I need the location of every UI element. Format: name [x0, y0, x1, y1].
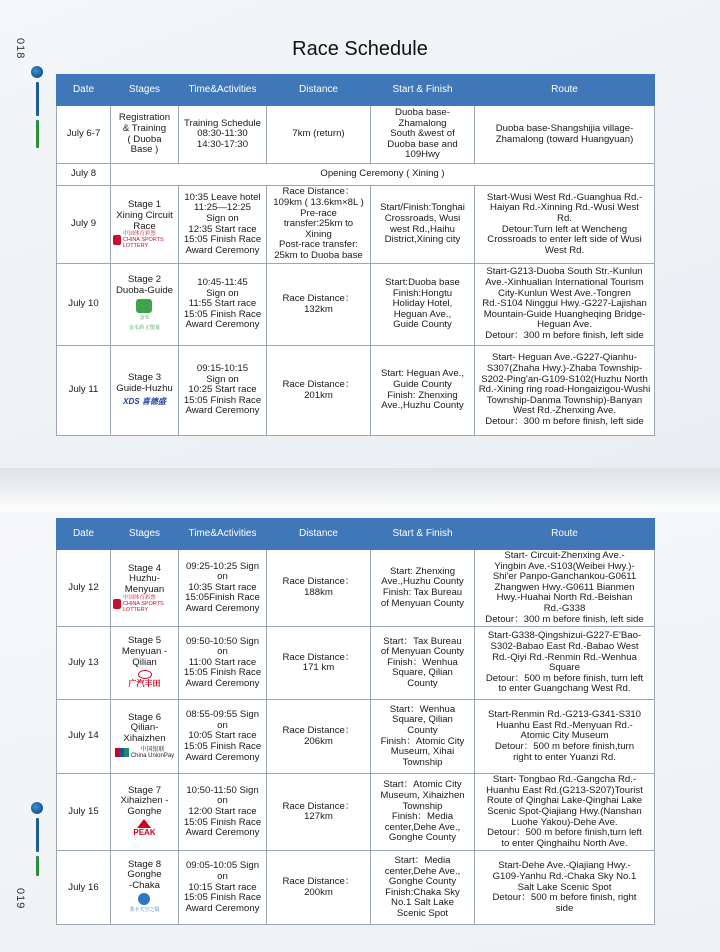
logo-wordmark-green — [36, 120, 39, 148]
route-cell: Start-G338-Qingshizui-G227-E'Bao- S302-Babao East Rd.-Babao West Rd.-Qiyi Rd.-Renmin Rd.-Wenhua Square Detour：500 m before finish, turn left to enter Guangchang West Rd. — [475, 627, 655, 700]
time-cell: 09:50-10:50 Sign on 11:00 Start race 15:05 Finish Race Award Ceremony — [179, 627, 267, 700]
page-title: Race Schedule — [292, 38, 428, 60]
header-route: Route — [475, 519, 655, 550]
start-finish-cell: Start：Atomic City Museum, Xihaizhen Township Finish：Media center,Dehe Ave., Gonghe County — [371, 774, 475, 851]
time-cell: 10:35 Leave hotel 11:25—12:25 Sign on 12:35 Start race 15:05 Finish Race Award Ceremony — [179, 186, 267, 264]
table-row — [57, 264, 655, 346]
xds-logo — [123, 396, 166, 408]
stage-name: Stage 8 Gonghe -Chaka — [127, 858, 162, 891]
table-row — [57, 627, 655, 700]
sponsor-name: 广汽丰田 — [128, 679, 161, 689]
left-margin-bottom — [0, 512, 50, 952]
stage-name: Stage 2 Duoba-Guide — [115, 274, 174, 296]
gac-toyota-logo — [129, 670, 161, 690]
schedule-table-top — [56, 74, 655, 436]
route-cell: Start- Heguan Ave.-G227-Qianhu- S307(Zhaha Hwy.)-Zhaba Township- S202-Ping'an-G109-S102(Huzhu North Rd.-Xining ring road-Hongaizigou-Wushi Township-Danma Township)-Banyan West Rd.-Zhenxing Ave. Detour：300 m before finish, left side — [475, 346, 655, 436]
distance-cell: Race Distance： 171 km — [267, 627, 371, 700]
stage-cell — [111, 627, 179, 700]
stage-name: Stage 5 Menyuan - Qilian — [121, 635, 168, 668]
time-cell: 10:50-11:50 Sign on 12:00 Start race 15:05 Finish Race Award Ceremony — [179, 774, 267, 851]
start-finish-cell: Duoba base- Zhamalong South &west of Duoba base and 109Hwy — [371, 106, 475, 164]
table-row — [57, 164, 655, 186]
route-cell: Start-Dehe Ave.-Qiajiang Hwy.- G109-Yanhu Rd.-Chaka Sky No.1 Salt Lake Scenic Spot Detour：500 m before finish, right side — [475, 851, 655, 925]
sponsor-name: 茶卡天空之镜 — [129, 907, 160, 914]
distance-cell: Race Distance： 127km — [267, 774, 371, 851]
table-row — [57, 346, 655, 436]
time-cell: 09:05-10:05 Sign on 10:15 Start race 15:05 Finish Race Award Ceremony — [179, 851, 267, 925]
page-gutter — [0, 468, 720, 512]
header-stages: Stages — [111, 519, 179, 550]
tour-emblem-icon — [31, 66, 43, 78]
logo-wordmark-green — [36, 856, 39, 876]
stage-cell — [111, 700, 179, 774]
left-margin-top — [0, 0, 50, 468]
start-finish-cell: Start: Zhenxing Ave.,Huzhu County Finish: Tax Bureau of Menyuan County — [371, 550, 475, 627]
page-number-bottom: 019 — [14, 888, 26, 910]
time-cell: 10:45-11:45 Sign on 11:55 Start race 15:05 Finish Race Award Ceremony — [179, 264, 267, 346]
date-cell: July 6-7 — [57, 106, 111, 164]
date-cell: July 9 — [57, 186, 111, 264]
sponsor-name: PEAK — [133, 828, 156, 838]
distance-cell: 7km (return) — [267, 106, 371, 164]
date-cell: July 12 — [57, 550, 111, 627]
date-cell: July 16 — [57, 851, 111, 925]
distance-cell: Race Distance： 188km — [267, 550, 371, 627]
stage-cell — [111, 550, 179, 627]
start-finish-cell: Start/Finish:Tonghai Crossroads, Wusi west Rd.,Haihu District,Xining city — [371, 186, 475, 264]
header-route: Route — [475, 75, 655, 106]
header-time-activities: Time&Activities — [179, 519, 267, 550]
date-cell: July 15 — [57, 774, 111, 851]
chaka-emblem-icon — [138, 893, 150, 905]
time-cell: 09:15-10:15 Sign on 10:25 Start race 15:05 Finish Race Award Ceremony — [179, 346, 267, 436]
route-cell: Start-Renmin Rd.-G213-G341-S310 Huanhu East Rd.-Menyuan Rd.- Atomic City Museum Detour：500 m before finish,turn right to enter Yuanzi Rd. — [475, 700, 655, 774]
date-cell: July 11 — [57, 346, 111, 436]
stage-cell — [111, 346, 179, 436]
logo-wordmark-blue — [36, 82, 39, 116]
time-cell: 09:25-10:25 Sign on 10:35 Start race 15:05Finish Race Award Ceremony — [179, 550, 267, 627]
tour-logo-top — [30, 66, 44, 148]
distance-cell: Race Distance： 206km — [267, 700, 371, 774]
header-start-finish: Start & Finish — [371, 519, 475, 550]
china-sports-lottery-logo — [113, 594, 176, 613]
header-date: Date — [57, 519, 111, 550]
toyota-emblem-icon — [138, 670, 152, 679]
header-distance: Distance — [267, 519, 371, 550]
date-cell: July 8 — [57, 164, 111, 186]
schedule-table-bottom — [56, 518, 655, 925]
sponsor-name: 中国体育彩票 CHINA SPORTS LOTTERY — [122, 231, 164, 250]
tour-emblem-icon — [31, 802, 43, 814]
stage-name: Stage 7 Xihaizhen - Gonghe — [120, 784, 169, 817]
header-stages: Stages — [111, 75, 179, 106]
route-cell: Start-Wusi West Rd.-Guanghua Rd.- Haiyan Rd.-Xinning Rd.-Wusi West Rd. Detour:Turn left at Wencheng Crossroads to enter left side of Wusi West Rd. — [475, 186, 655, 264]
stage-name: Stage 4 Huzhu- Menyuan — [124, 562, 165, 596]
page-number-top: 018 — [14, 38, 26, 60]
header-distance: Distance — [267, 75, 371, 106]
time-cell: Training Schedule 08:30-11:30 14:30-17:30 — [179, 106, 267, 164]
table-row — [57, 550, 655, 627]
logo-wordmark-blue — [36, 818, 39, 852]
table-row — [57, 700, 655, 774]
header-start-finish: Start & Finish — [371, 75, 475, 106]
sponsor-name: 金禾 金禾酒 正能量 — [128, 314, 161, 332]
stage-name: Stage 3 Guide-Huzhu — [116, 371, 173, 394]
route-cell: Start-G213-Duoba South Str.-Kunlun Ave.-Xinhualian International Tourism City-Kunlun West Ave.-Tongren Rd.-S104 Ninggui Hwy.-G227-Lajishan Mountain-Guide Huangheqing Bridge- Heguan Ave. Detour：300 m before finish, left side — [475, 264, 655, 346]
table-row — [57, 106, 655, 164]
jinhe-emblem-icon — [136, 299, 152, 313]
header-date: Date — [57, 75, 111, 106]
table-row — [57, 774, 655, 851]
stage-cell: Registration & Training ( Duoba Base ) — [111, 106, 179, 164]
peak-logo — [133, 819, 155, 839]
route-cell: Start- Circuit-Zhenxing Ave.- Yingbin Ave.-S103(Weibei Hwy.)- Shi'er Panpo-Ganchankou-G0611 Zhangwen Hwy.-G0611 Bianmen Hwy.-Huahai North Rd.-Beishan Rd.-G338 Detour：300 m before finish, left side — [475, 550, 655, 627]
stage-cell — [111, 851, 179, 925]
sponsor-name: 中国体育彩票 CHINA SPORTS LOTTERY — [122, 594, 164, 613]
stage-cell — [111, 186, 179, 264]
table-header-row — [57, 75, 655, 106]
start-finish-cell: Start：Media center,Dehe Ave., Gonghe County Finish:Chaka Sky No.1 Salt Lake Scenic Spot — [371, 851, 475, 925]
start-finish-cell: Start：Tax Bureau of Menyuan County Finish：Wenhua Square, Qilian County — [371, 627, 475, 700]
distance-cell: Race Distance： 200km — [267, 851, 371, 925]
opening-ceremony-cell: Opening Ceremony ( Xining ) — [111, 164, 655, 186]
time-cell: 08:55-09:55 Sign on 10:05 Start race 15:05 Finish Race Award Ceremony — [179, 700, 267, 774]
stage-name: Stage 6 Qilian- Xihaizhen — [123, 711, 166, 744]
tour-logo-bottom — [30, 802, 44, 876]
header-time-activities: Time&Activities — [179, 75, 267, 106]
route-cell: Duoba base-Shangshijia village- Zhamalong (toward Huangyuan) — [475, 106, 655, 164]
lottery-emblem-icon — [113, 235, 121, 245]
date-cell: July 14 — [57, 700, 111, 774]
distance-cell: Race Distance： 132km — [267, 264, 371, 346]
stage-name: Stage 1 Xining Circuit Race — [116, 199, 173, 232]
start-finish-cell: Start：Wenhua Square, Qilian County Finish：Atomic City Museum, Xihai Township — [371, 700, 475, 774]
peak-emblem-icon — [137, 819, 151, 828]
jinhe-logo — [129, 299, 160, 334]
sponsor-name: XDS 喜德盛 — [123, 396, 166, 406]
date-cell: July 10 — [57, 264, 111, 346]
start-finish-cell: Start:Duoba base Finish:Hongtu Holiday Hotel, Heguan Ave., Guide County — [371, 264, 475, 346]
date-cell: July 13 — [57, 627, 111, 700]
unionpay-emblem-icon — [115, 748, 129, 757]
sponsor-name: 中国银联 China UnionPay — [130, 746, 175, 759]
start-finish-cell: Start: Heguan Ave., Guide County Finish: Zhenxing Ave.,Huzhu County — [371, 346, 475, 436]
lottery-emblem-icon — [113, 599, 121, 609]
distance-cell: Race Distance： 201km — [267, 346, 371, 436]
table-header-row — [57, 519, 655, 550]
chaka-sky-logo — [129, 893, 159, 916]
table-row — [57, 851, 655, 925]
stage-cell — [111, 774, 179, 851]
route-cell: Start- Tongbao Rd.-Gangcha Rd.- Huanhu East Rd.(G213-S207)Tourist Route of Qinghai Lake-Qinghai Lake Scenic Spot-Qiajiang Hwy.(Nanshan Luohe Yakou)-Dehe Ave. Detour：500 m before finish,turn left to enter Qinghaihu North Ave. — [475, 774, 655, 851]
distance-cell: Race Distance： 109km ( 13.6km×8L ) Pre-race transfer:25km to Xining Post-race transfer: 25km to Duoba base — [267, 186, 371, 264]
china-sports-lottery-logo — [113, 231, 176, 250]
unionpay-logo — [115, 747, 174, 759]
table-row — [57, 186, 655, 264]
stage-cell — [111, 264, 179, 346]
